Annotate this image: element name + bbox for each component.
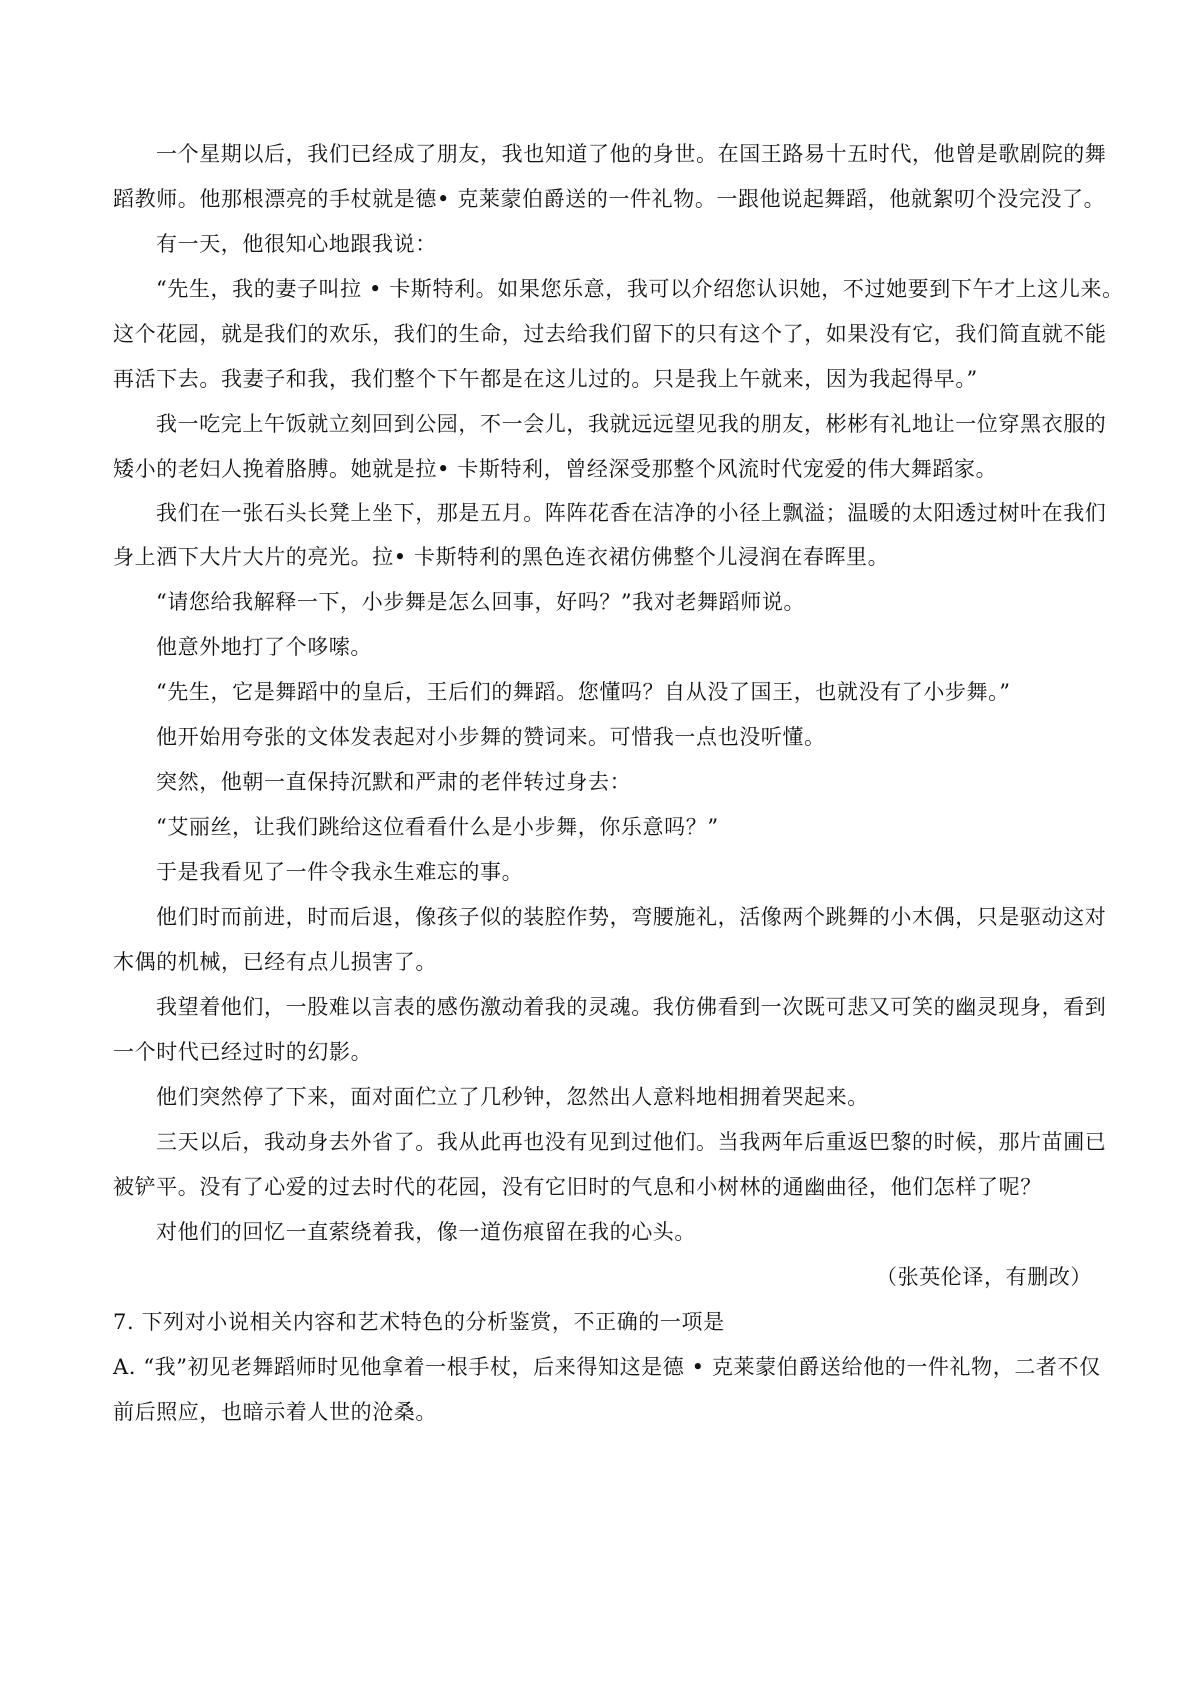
paragraph-1-line-2: 蹈教师。他那根漂亮的手杖就是德• 克莱蒙伯爵送的一件礼物。一跟他说起舞蹈，他就絮叨个没完没了。 (113, 187, 1106, 211)
paragraph-4-line-2: 矮小的老妇人挽着胳膊。她就是拉• 卡斯特利，曾经深受那整个风流时代宠爱的伟大舞蹈家。 (113, 457, 998, 481)
translator-credit: （张英伦译，有删改） (876, 1265, 1092, 1289)
paragraph-16-line-1: 三天以后，我动身去外省了。我从此再也没有见到过他们。当我两年后重返巴黎的时候，那片苗圃已 (156, 1130, 1107, 1154)
paragraph-9: 他开始用夸张的文体发表起对小步舞的赞词来。可惜我一点也没听懂。 (156, 725, 826, 749)
paragraph-2: 有一天，他很知心地跟我说： (156, 232, 437, 256)
paragraph-4-line-1: 我一吃完上午饭就立刻回到公园，不一会儿，我就远远望见我的朋友，彬彬有礼地让一位穿黑衣服的 (156, 412, 1107, 436)
paragraph-11: “艾丽丝，让我们跳给这位看看什么是小步舞，你乐意吗？” (156, 815, 719, 839)
question-7-stem: 7. 下列对小说相关内容和艺术特色的分析鉴赏，不正确的一项是 (113, 1310, 725, 1334)
paragraph-10: 突然，他朝一直保持沉默和严肃的老伴转过身去： (156, 770, 632, 794)
paragraph-15: 他们突然停了下来，面对面伫立了几秒钟，忽然出人意料地相拥着哭起来。 (156, 1085, 869, 1109)
paragraph-7: 他意外地打了个哆嗦。 (156, 635, 372, 659)
paragraph-12: 于是我看见了一件令我永生难忘的事。 (156, 860, 524, 884)
paragraph-1-line-1: 一个星期以后，我们已经成了朋友，我也知道了他的身世。在国王路易十五时代，他曾是歌剧院的舞 (156, 142, 1107, 166)
paragraph-14-line-1: 我望着他们，一股难以言表的感伤激动着我的灵魂。我仿佛看到一次既可悲又可笑的幽灵现身，看到 (156, 995, 1107, 1019)
question-7-option-a-line-1: A. “我”初见老舞蹈师时见他拿着一根手杖，后来得知这是德 • 克莱蒙伯爵送给他的一件礼物，二者不仅 (113, 1355, 1101, 1379)
paragraph-16-line-2: 被铲平。没有了心爱的过去时代的花园，没有它旧时的气息和小树林的通幽曲径，他们怎样了呢？ (113, 1175, 1042, 1199)
paragraph-17: 对他们的回忆一直萦绕着我，像一道伤痕留在我的心头。 (156, 1220, 696, 1244)
paragraph-14-line-2: 一个时代已经过时的幻影。 (113, 1040, 373, 1064)
paragraph-3-line-2: 这个花园，就是我们的欢乐，我们的生命，过去给我们留下的只有这个了，如果没有它，我们简直就不能 (113, 322, 1107, 346)
paragraph-3-line-1: “先生，我的妻子叫拉 • 卡斯特利。如果您乐意，我可以介绍您认识她，不过她要到下午才上这儿来。 (156, 277, 1124, 301)
paragraph-13-line-2: 木偶的机械，已经有点儿损害了。 (113, 950, 437, 974)
paragraph-8: “先生，它是舞蹈中的皇后，王后们的舞蹈。您懂吗？自从没了国王，也就没有了小步舞。” (156, 680, 1011, 704)
paragraph-6: “请您给我解释一下，小步舞是怎么回事，好吗？”我对老舞蹈师说。 (156, 590, 806, 614)
paragraph-13-line-1: 他们时而前进，时而后退，像孩子似的装腔作势，弯腰施礼，活像两个跳舞的小木偶，只是驱动这对 (156, 905, 1107, 929)
paragraph-5-line-2: 身上洒下大片大片的亮光。拉• 卡斯特利的黑色连衣裙仿佛整个儿浸润在春晖里。 (113, 545, 890, 569)
paragraph-3-line-3: 再活下去。我妻子和我，我们整个下午都是在这儿过的。只是我上午就来，因为我起得早。” (113, 367, 978, 391)
question-7-option-a-line-2: 前后照应，也暗示着人世的沧桑。 (113, 1400, 437, 1424)
paragraph-5-line-1: 我们在一张石头长凳上坐下，那是五月。阵阵花香在洁净的小径上飘溢；温暖的太阳透过树叶在我们 (156, 501, 1107, 525)
